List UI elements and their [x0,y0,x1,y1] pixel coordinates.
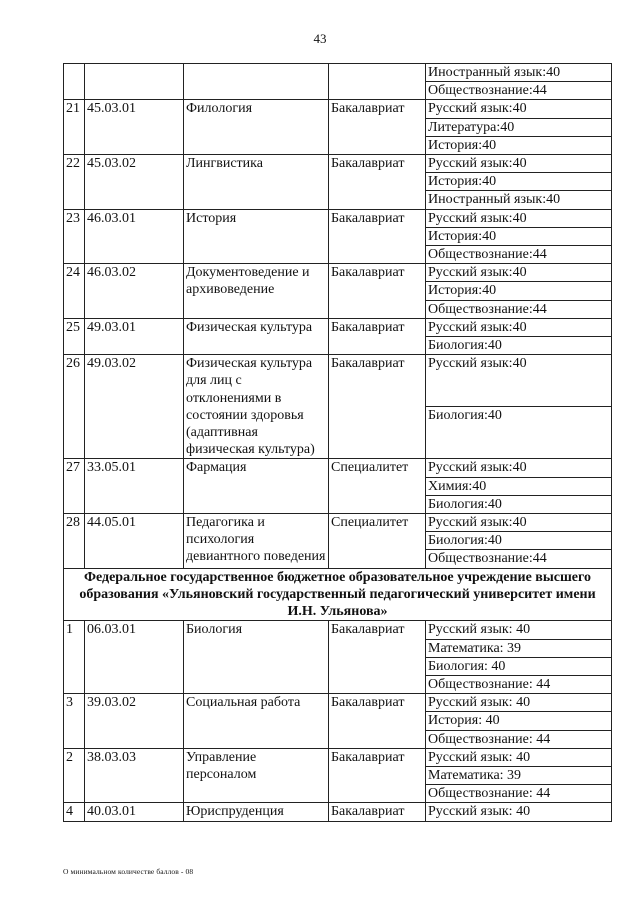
exam-min-score: Обществознание: 44 [426,730,612,748]
program-name [184,64,329,100]
section-heading: Федеральное государственное бюджетное образовательное учреждение высшего образования «Ульяновский государственный педагогический университет имени И.Н. Ульянова» [64,568,612,621]
table-row [64,694,612,712]
program-code: 45.03.02 [85,155,184,210]
program-name: Физическая культура [184,318,329,354]
exam-min-score: Биология: 40 [426,657,612,675]
row-number: 3 [64,694,85,749]
table-row [64,459,612,477]
program-code [85,64,184,100]
exam-min-score: Биология:40 [426,337,612,355]
table-row [64,748,612,766]
exam-min-score: Химия:40 [426,477,612,495]
exam-min-score: Обществознание:44 [426,82,612,100]
program-code: 44.05.01 [85,514,184,569]
program-code: 49.03.02 [85,355,184,459]
exam-min-score: Русский язык:40 [426,264,612,282]
table-row [64,803,612,821]
program-code: 46.03.02 [85,264,184,319]
exam-min-score: Русский язык:40 [426,514,612,532]
exam-min-score: Русский язык: 40 [426,803,612,821]
row-number: 25 [64,318,85,354]
program-name: Филология [184,100,329,155]
exam-min-score: Биология:40 [426,532,612,550]
row-number: 23 [64,209,85,264]
admission-table [63,63,612,822]
education-level [329,64,426,100]
exam-min-score: История:40 [426,136,612,154]
exam-min-score: Русский язык: 40 [426,748,612,766]
program-name: Юриспруденция [184,803,329,821]
program-code: 46.03.01 [85,209,184,264]
exam-min-score: История:40 [426,282,612,300]
row-number: 27 [64,459,85,514]
exam-min-score: Математика: 39 [426,766,612,784]
program-name: Фармация [184,459,329,514]
table-row [64,264,612,282]
program-code: 40.03.01 [85,803,184,821]
exam-min-score: История: 40 [426,712,612,730]
table-row [64,155,612,173]
row-number: 24 [64,264,85,319]
education-level: Бакалавриат [329,209,426,264]
row-number: 4 [64,803,85,821]
program-code: 45.03.01 [85,100,184,155]
exam-min-score: Иностранный язык:40 [426,64,612,82]
exam-min-score: Обществознание: 44 [426,675,612,693]
program-code: 39.03.02 [85,694,184,749]
program-name: Педагогика и психология девиантного поведения [184,514,329,569]
exam-min-score: Русский язык: 40 [426,621,612,639]
exam-min-score: Русский язык:40 [426,459,612,477]
education-level: Бакалавриат [329,264,426,319]
program-code: 06.03.01 [85,621,184,694]
exam-min-score: Русский язык:40 [426,155,612,173]
program-name: Биология [184,621,329,694]
education-level: Бакалавриат [329,318,426,354]
row-number: 26 [64,355,85,459]
row-number: 21 [64,100,85,155]
table-row [64,355,612,407]
table-row [64,209,612,227]
education-level: Бакалавриат [329,355,426,459]
table-row [64,318,612,336]
exam-min-score: Русский язык: 40 [426,694,612,712]
table-row [64,64,612,82]
program-name: Физическая культура для лиц с отклонениями в состоянии здоровья (адаптивная физическая культура) [184,355,329,459]
program-code: 33.05.01 [85,459,184,514]
education-level: Бакалавриат [329,155,426,210]
row-number: 28 [64,514,85,569]
page-number: 43 [313,31,327,46]
footer-note: О минимальном количестве баллов - 08 [63,867,194,876]
education-level: Бакалавриат [329,748,426,803]
exam-min-score: Биология:40 [426,495,612,513]
exam-min-score: Обществознание:44 [426,550,612,568]
row-number [64,64,85,100]
section-heading-row [64,568,612,621]
education-level: Специалитет [329,459,426,514]
exam-min-score: Биология:40 [426,407,612,459]
education-level: Специалитет [329,514,426,569]
program-name: Управление персоналом [184,748,329,803]
exam-min-score: Литература:40 [426,118,612,136]
exam-min-score: История:40 [426,227,612,245]
program-name: История [184,209,329,264]
program-name: Лингвистика [184,155,329,210]
row-number: 2 [64,748,85,803]
table-row [64,100,612,118]
row-number: 22 [64,155,85,210]
exam-min-score: Русский язык:40 [426,100,612,118]
exam-min-score: Русский язык:40 [426,209,612,227]
program-code: 38.03.03 [85,748,184,803]
table-row [64,621,612,639]
exam-min-score: Обществознание: 44 [426,785,612,803]
education-level: Бакалавриат [329,100,426,155]
program-code: 49.03.01 [85,318,184,354]
education-level: Бакалавриат [329,621,426,694]
table-row [64,514,612,532]
exam-min-score: Обществознание:44 [426,246,612,264]
row-number: 1 [64,621,85,694]
exam-min-score: Математика: 39 [426,639,612,657]
program-name: Документоведение и архивоведение [184,264,329,319]
program-name: Социальная работа [184,694,329,749]
exam-min-score: Иностранный язык:40 [426,191,612,209]
education-level: Бакалавриат [329,803,426,821]
exam-min-score: Обществознание:44 [426,300,612,318]
exam-min-score: История:40 [426,173,612,191]
exam-min-score: Русский язык:40 [426,318,612,336]
education-level: Бакалавриат [329,694,426,749]
exam-min-score: Русский язык:40 [426,355,612,407]
